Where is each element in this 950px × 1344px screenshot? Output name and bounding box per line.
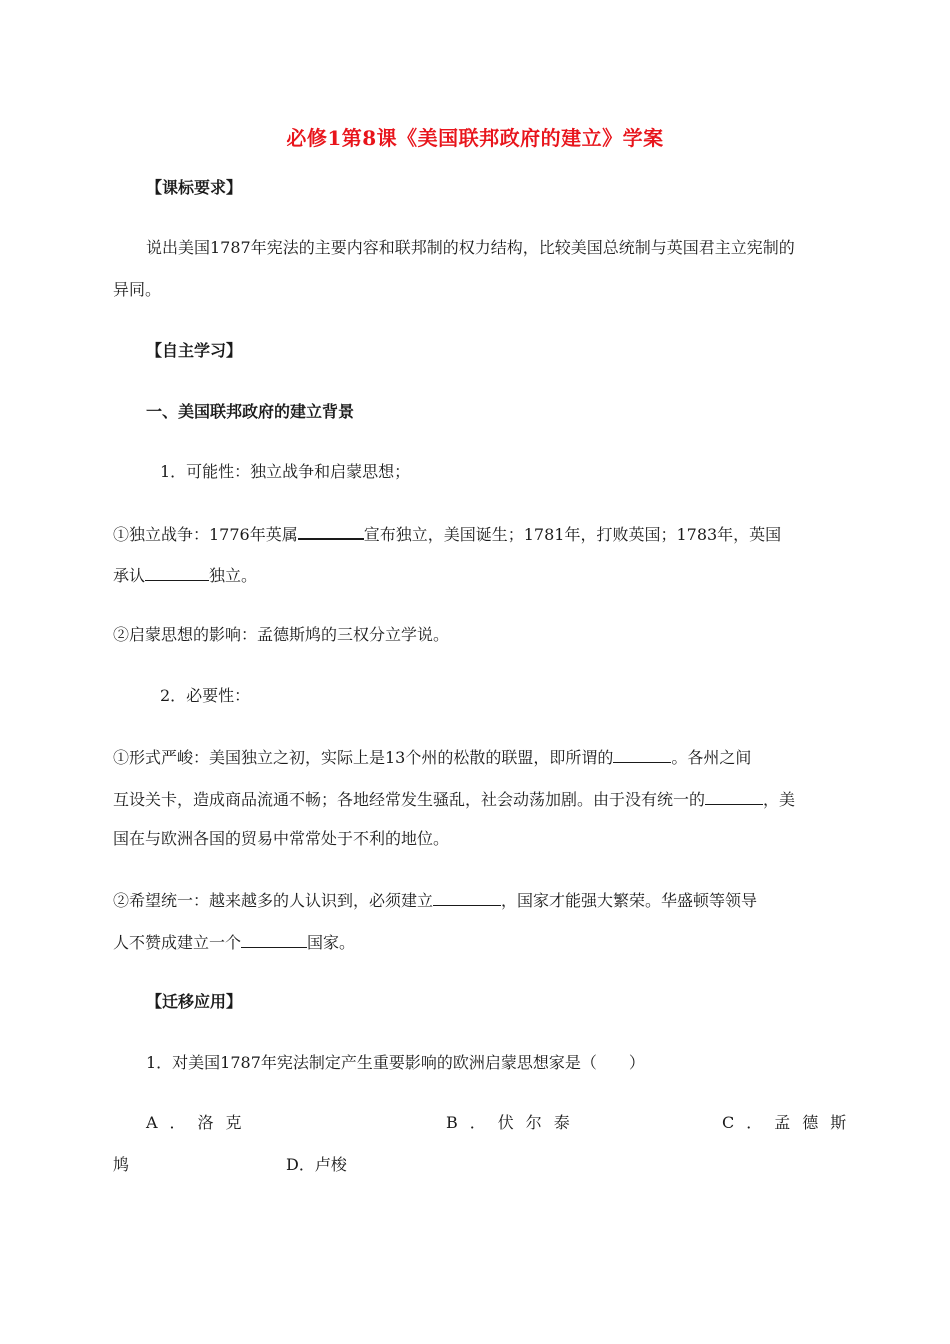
item1-b-text: ②启蒙思想的影响：孟德斯鸠的三权分立学说。 [113, 625, 450, 644]
item2-b-line1 [113, 889, 838, 911]
item1-a-line2-pre: 承认 [113, 566, 146, 585]
item2-b-line2 [113, 931, 838, 953]
question-1: 1．对美国1787年宪法制定产生重要影响的欧洲启蒙思想家是（ ） [146, 1053, 645, 1072]
page-title: 必修1第8课《美国联邦政府的建立》学案 [286, 126, 664, 150]
item2-a-line3: 国在与欧洲各国的贸易中常常处于不利的地位。 [113, 829, 450, 848]
item2-a-line1 [113, 746, 838, 768]
item2-text: 2．必要性： [160, 686, 251, 705]
item1-a-line2 [113, 564, 838, 586]
item1-a-pre: ①独立战争：1776年英属 [113, 525, 298, 544]
item2-a-line2-pre: 互设关卡，造成商品流通不畅；各地经常发生骚乱，社会动荡加剧。由于没有统一的 [113, 790, 706, 809]
item2-b-line2-pre: 人不赞成建立一个 [113, 933, 242, 952]
fill-blank-2[interactable] [145, 564, 209, 581]
option-c[interactable]: C．孟德斯 [722, 1113, 859, 1132]
fill-blank-3[interactable] [613, 746, 671, 763]
item2-a-line2-post: ，美 [763, 790, 796, 809]
item2-a-line2 [113, 788, 838, 810]
part1-heading: 一、美国联邦政府的建立背景 [146, 402, 355, 421]
item2-b-pre: ②希望统一：越来越多的人认识到，必须建立 [113, 891, 434, 910]
fill-blank-6[interactable] [241, 931, 307, 948]
item1-a-line1 [113, 522, 838, 545]
item1-a-line2-post: 独立。 [209, 566, 258, 585]
standards-text-line1: 说出美国1787年宪法的主要内容和联邦制的权力结构，比较美国总统制与英国君主立宪制的 [146, 238, 795, 257]
option-c-continued: 鸠 [113, 1155, 130, 1174]
apply-heading: 【迁移应用】 [146, 992, 243, 1011]
item2-a-pre: ①形式严峻：美国独立之初，实际上是13个州的松散的联盟，即所谓的 [113, 748, 614, 767]
option-b[interactable]: B．伏尔泰 [446, 1113, 582, 1132]
standards-text-line2: 异同。 [113, 280, 162, 299]
item1-text: 1．可能性：独立战争和启蒙思想； [160, 462, 411, 481]
option-d[interactable]: D．卢梭 [286, 1155, 347, 1174]
item2-a-post: 。各州之间 [671, 748, 752, 767]
fill-blank-1[interactable] [298, 522, 364, 540]
fill-blank-4[interactable] [705, 788, 763, 805]
standards-heading: 【课标要求】 [146, 178, 243, 197]
self-study-heading: 【自主学习】 [146, 341, 243, 360]
item2-b-post: ，国家才能强大繁荣。华盛顿等领导 [501, 891, 758, 910]
option-a[interactable]: A．洛克 [146, 1113, 254, 1132]
item1-a-mid: 宣布独立，美国诞生；1781年，打败英国；1783年，英国 [363, 525, 782, 544]
fill-blank-5[interactable] [433, 889, 501, 906]
item2-b-line2-post: 国家。 [307, 933, 356, 952]
